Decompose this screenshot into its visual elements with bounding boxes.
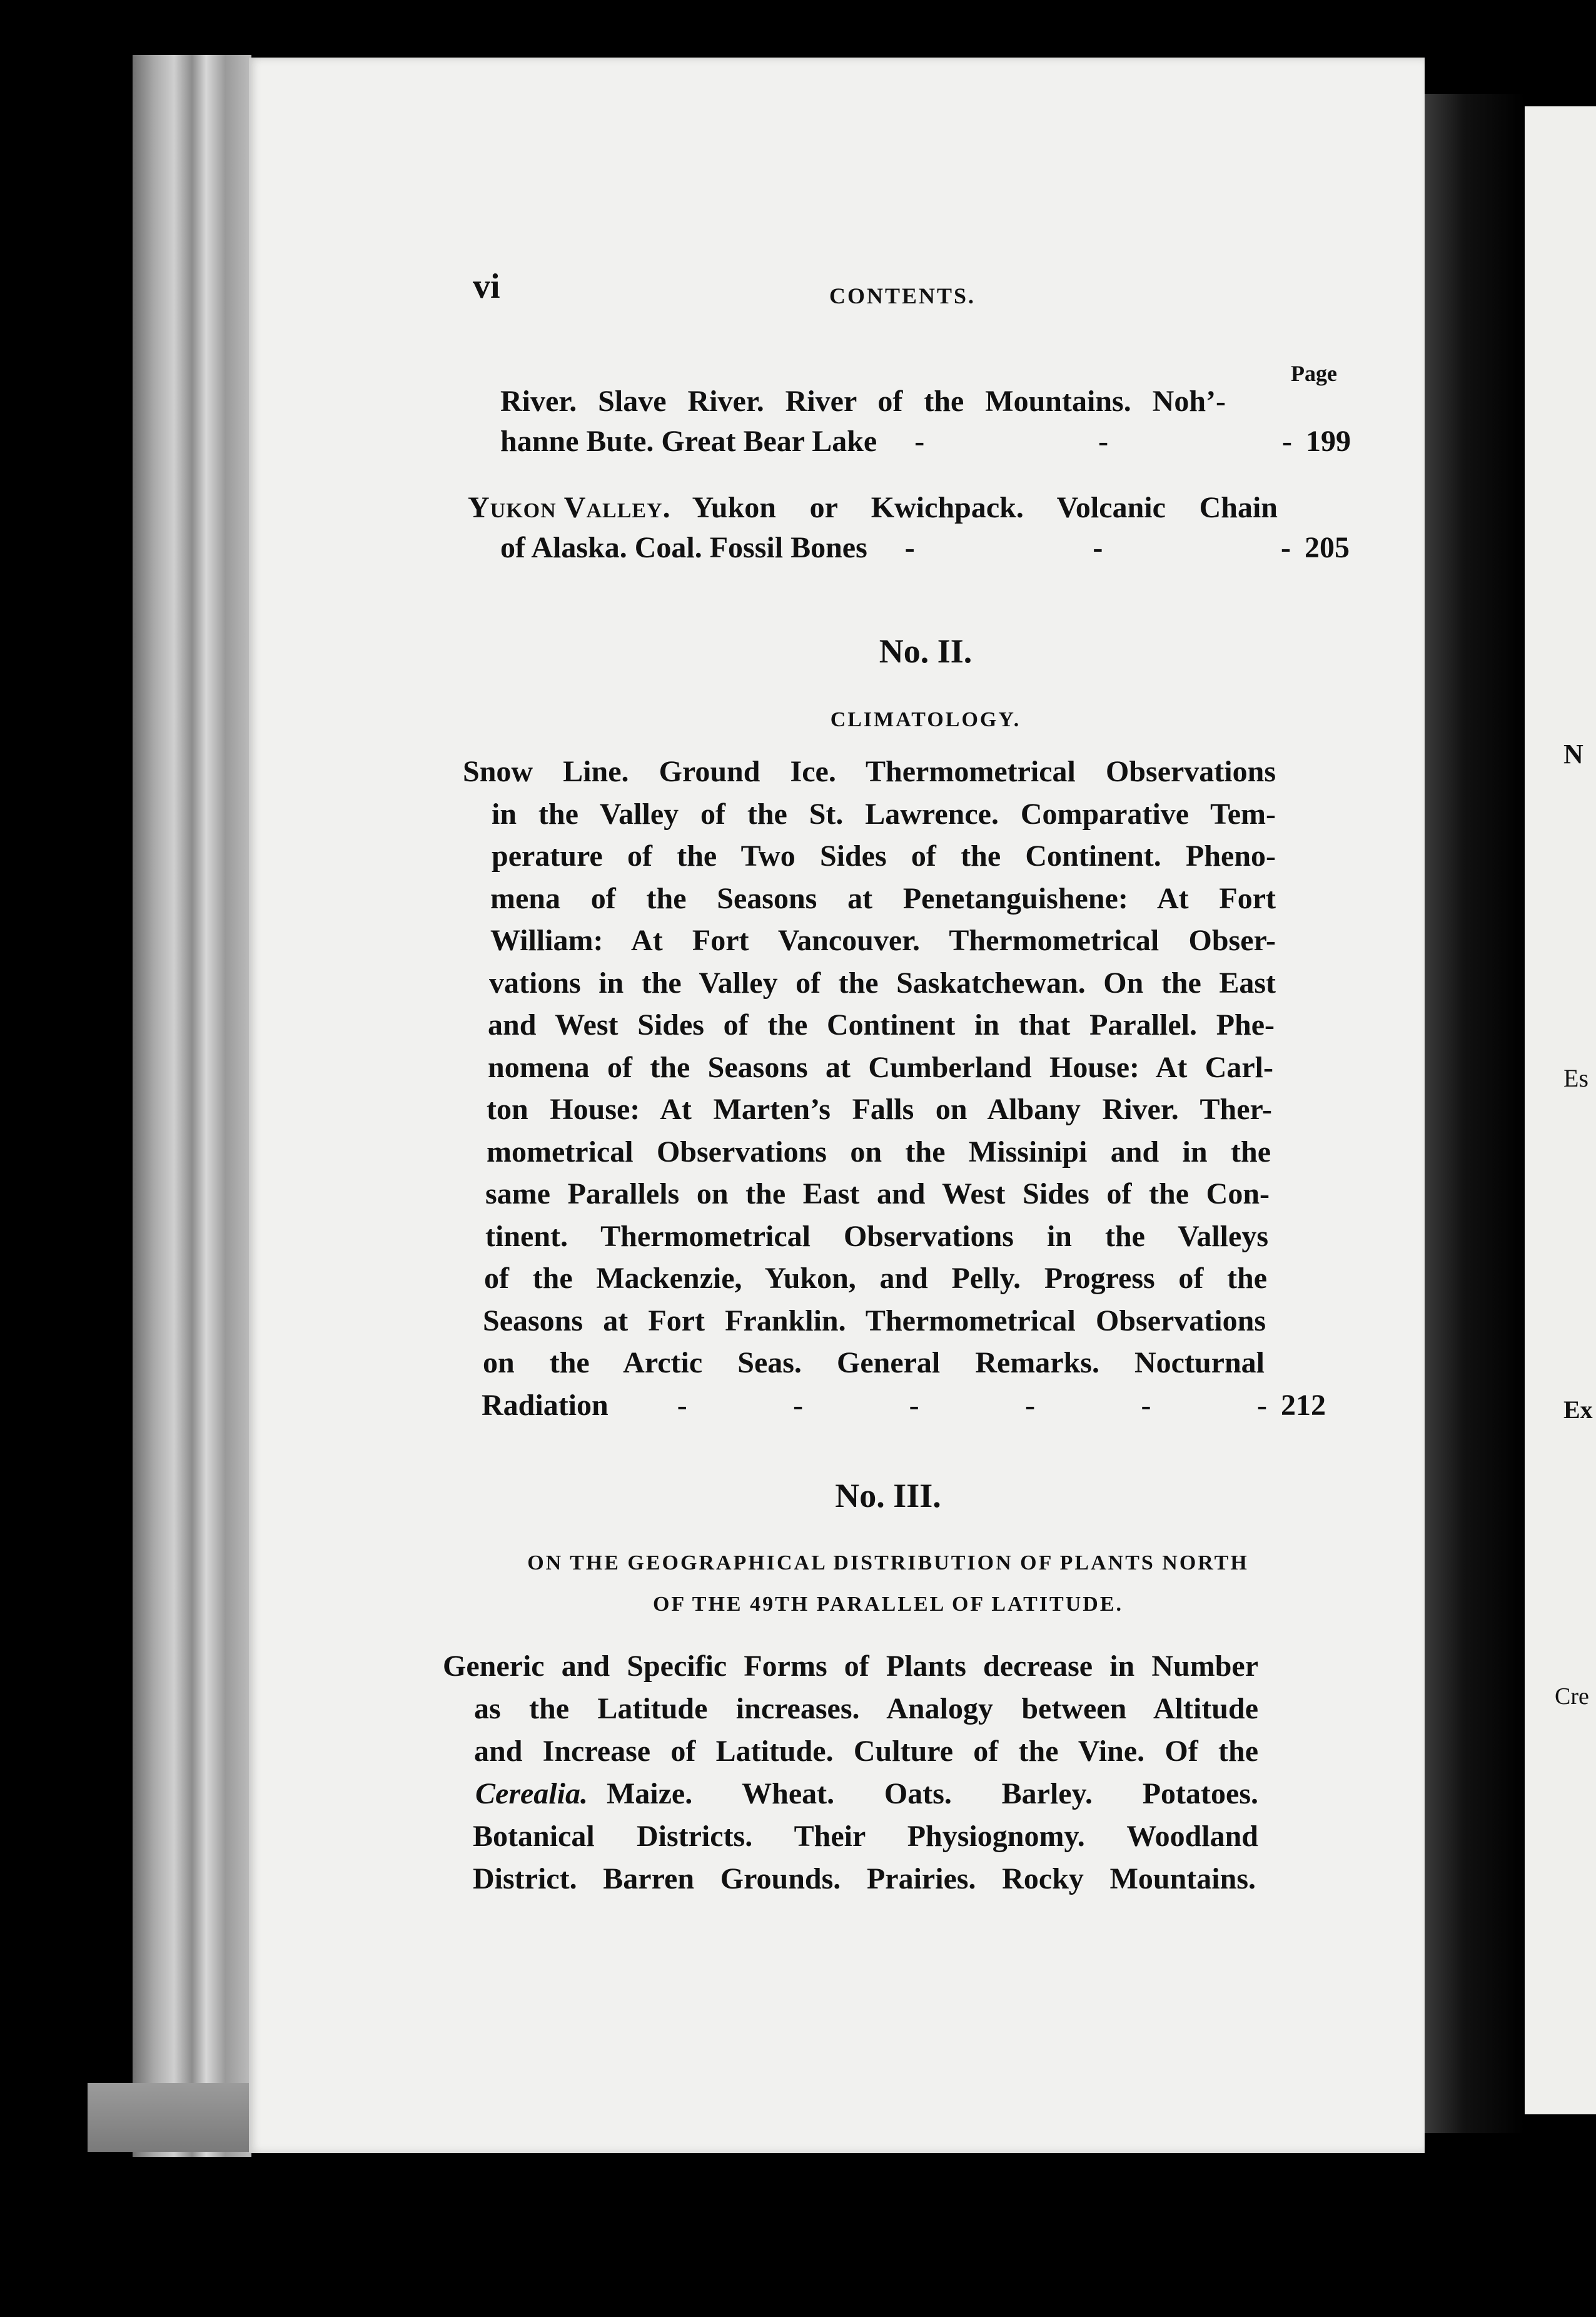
entry-line: Botanical Districts. Their Physiognomy. Woodland (473, 1820, 1258, 1853)
facing-page-fragment: N (1563, 739, 1583, 769)
entry-line: on the Arctic Seas. General Remarks. Nocturnal (483, 1346, 1265, 1379)
facing-page-fragment: Ex (1563, 1396, 1593, 1424)
entry-line: as the Latitude increases. Analogy between Altitude (474, 1692, 1258, 1725)
entry-line: and Increase of Latitude. Culture of the Vine. Of the (474, 1735, 1258, 1768)
entry-line: tinent. Thermometrical Observations in the Valleys (485, 1219, 1268, 1253)
page-number: 199 (1306, 425, 1351, 458)
entry-line-text: Yukon or Kwichpack. Volcanic Chain (692, 491, 1278, 524)
entry-line: perature of the Two Sides of the Continent. Pheno- (492, 839, 1276, 873)
contents-entry (443, 1645, 1268, 1900)
entry-line: same Parallels on the East and West Sides of the Con- (485, 1177, 1270, 1210)
entry-line-text: Maize. Wheat. Oats. Barley. Potatoes. (606, 1777, 1258, 1810)
dot-leaders: - - - (914, 425, 1292, 458)
entry-line: Snow Line. Ground Ice. Thermometrical Observations (463, 755, 1276, 788)
contents-entry (500, 382, 1351, 462)
book-gutter (1425, 94, 1525, 2133)
entry-line: and West Sides of the Continent in that Parallel. Phe- (488, 1008, 1275, 1042)
entry-line (475, 1773, 1258, 1815)
page-column-label: Page (1291, 361, 1337, 386)
entry-line: mena of the Seasons at Penetanguishene: At Fort (490, 881, 1276, 915)
entry-line: of the Mackenzie, Yukon, and Pelly. Progress of the (484, 1262, 1267, 1295)
entry-line: ton House: At Marten’s Falls on Albany River. Ther- (487, 1093, 1272, 1126)
italic-term: Cerealia. (475, 1777, 588, 1810)
section-title: CLIMATOLOGY. (830, 708, 1021, 731)
section-title: OF THE 49TH PARALLEL OF LATITUDE. (652, 1593, 1124, 1616)
contents-entry (468, 488, 1350, 568)
entry-line-text: Radiation (482, 1388, 609, 1422)
entry-line: vations in the Valley of the Saskatchewan. On the East (489, 966, 1276, 1000)
entry-last-line (482, 1384, 1326, 1427)
book-page-edges (133, 55, 251, 2157)
entry-line: Generic and Specific Forms of Plants decrease in Number (443, 1650, 1258, 1683)
entry-line: Seasons at Fort Franklin. Thermometrical Observations (483, 1304, 1266, 1337)
section-number: No. III. (835, 1477, 941, 1514)
entry-line: District. Barren Grounds. Prairies. Rocky Mountains. (473, 1862, 1256, 1895)
facing-page (1525, 106, 1596, 2114)
entry-heading: Yukon Valley. (468, 491, 671, 524)
entry-last-line (500, 528, 1350, 568)
entry-line-text: hanne Bute. Great Bear Lake (500, 425, 877, 458)
facing-page-fragment: Cre (1555, 1683, 1589, 1710)
entry-line: mometrical Observations on the Missinipi and in the (487, 1135, 1271, 1169)
dot-leaders: - - - - - - (677, 1388, 1267, 1422)
dot-leaders: - - - (904, 531, 1291, 564)
running-title: CONTENTS. (829, 283, 976, 308)
entry-line: William: At Fort Vancouver. Thermometrical Obser- (490, 924, 1276, 957)
contents-entry (463, 751, 1326, 1426)
page-number: 212 (1281, 1388, 1326, 1422)
entry-line-text: of Alaska. Coal. Fossil Bones (500, 531, 867, 564)
facing-page-fragment: Es (1563, 1064, 1588, 1092)
page-number: 205 (1305, 531, 1350, 564)
entry-last-line (500, 422, 1351, 462)
entry-line: nomena of the Seasons at Cumberland House: At Carl- (488, 1050, 1273, 1084)
section-title: ON THE GEOGRAPHICAL DISTRIBUTION OF PLANTS NORTH (527, 1551, 1249, 1574)
section-number: No. II. (879, 632, 972, 670)
page-numeral: vi (473, 267, 500, 306)
entry-first-line (468, 488, 1278, 528)
entry-line: River. Slave River. River of the Mountains. Noh’- (500, 385, 1226, 418)
entry-line: in the Valley of the St. Lawrence. Comparative Tem- (492, 797, 1276, 831)
